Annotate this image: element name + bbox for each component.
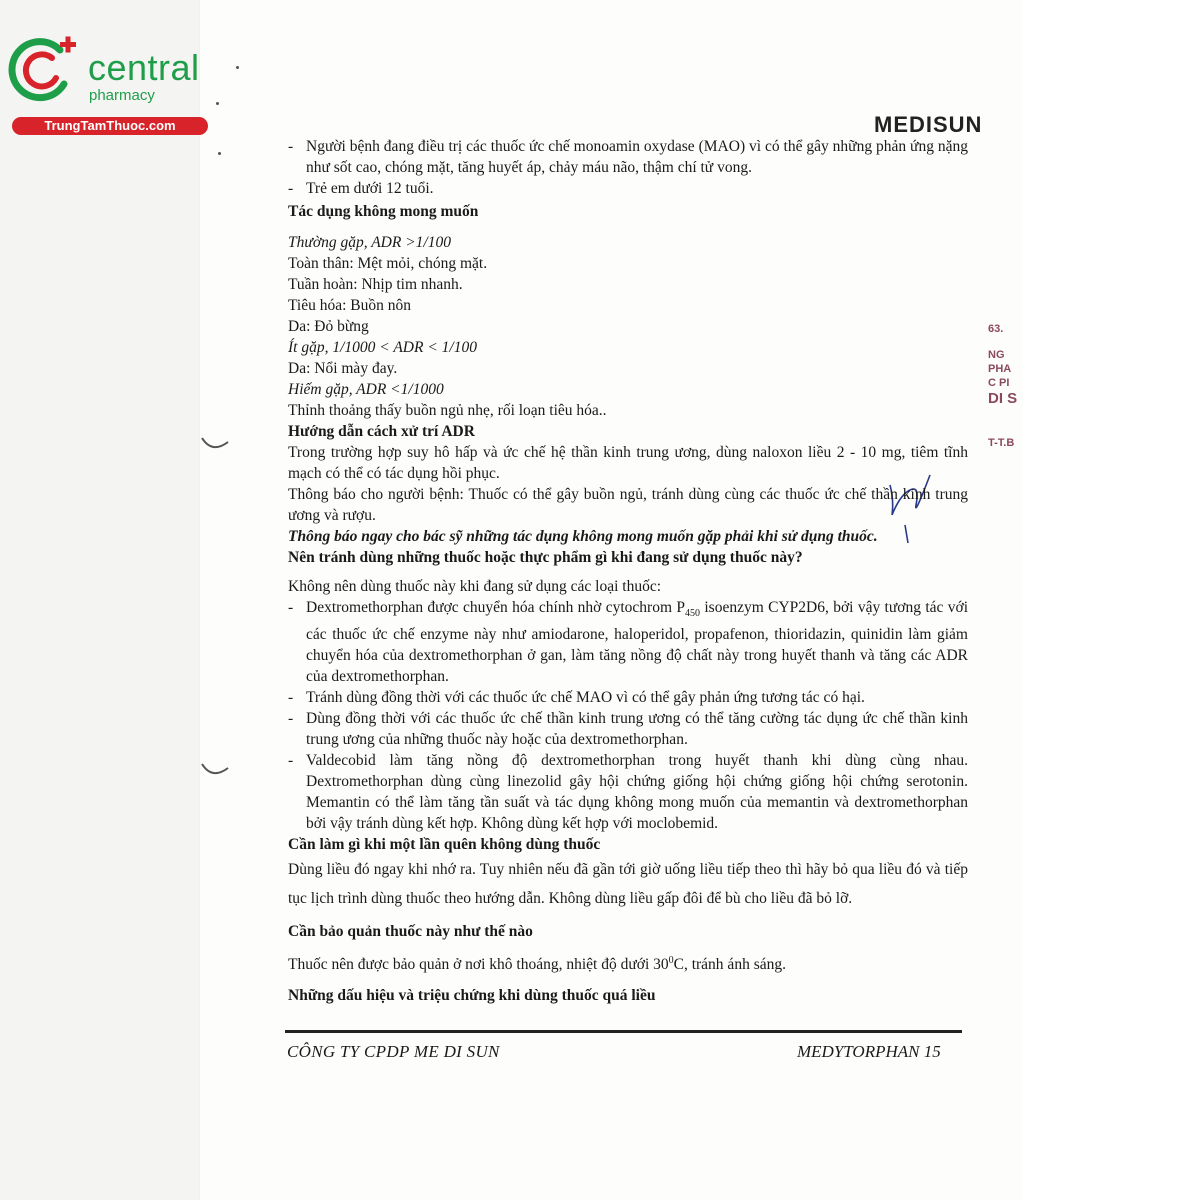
stamp-line: NG [988, 349, 1005, 361]
frequency-label: Hiếm gặp, ADR <1/1000 [288, 381, 444, 398]
list-item: - Trẻ em dưới 12 tuổi. [288, 180, 434, 197]
section-heading: Cần làm gì khi một lần quên không dùng thuốc [288, 836, 601, 854]
logo-mark-icon [8, 36, 88, 106]
logo-badge: TrungTamThuoc.com [12, 117, 208, 135]
section-heading: Những dấu hiệu và triệu chứng khi dùng thuốc quá liều [288, 987, 656, 1005]
section-heading: Tác dụng không mong muốn [288, 203, 479, 220]
storage-text: Thuốc nên được bảo quản ở nơi khô thoáng, nhiệt độ dưới 30 [288, 956, 669, 974]
paragraph: Trong trường hợp suy hô hấp và ức chế hệ thần kinh trung ương, dùng naloxon liều 2 - 10 mg, tiêm tĩnh mạch có thể có tác dụng hồi phục. [288, 444, 968, 482]
subscript: 450 [685, 608, 700, 620]
footer-product: MEDYTORPHAN 15 [797, 1042, 941, 1061]
text-line: Tiêu hóa: Buồn nôn [288, 297, 412, 314]
frequency-label: Ít gặp, 1/1000 < ADR < 1/100 [288, 339, 477, 356]
stamp-line: C PI [988, 377, 1010, 389]
text-line: Toàn thân: Mệt mỏi, chóng mặt. [288, 255, 488, 272]
logo-brand: central [88, 47, 200, 88]
text-line: Da: Nổi mày đay. [288, 360, 398, 377]
stamp-fragment [988, 300, 1028, 470]
superscript: 0 [668, 955, 674, 967]
paragraph: Không nên dùng thuốc này khi đang sử dụng các loại thuốc: [288, 578, 662, 595]
list-item-text: Valdecobid làm tăng nồng độ dextromethorphan trong huyết thanh khi dùng cùng nhau. Dextromethorphan dùng cùng linezolid gây hội chứng giống hội chứng giống hội chứng serotonin. Memantin có thể làm tăng tần suất và tác dụng không mong muốn của memantin và dextromethorphan bởi vậy tránh dùng kết hợp. Không dùng kết hợp với moclobemid. [306, 752, 968, 833]
storage-text: C, tránh ánh sáng. [673, 956, 786, 974]
paragraph: Dùng liều đó ngay khi nhớ ra. Tuy nhiên nếu đã gần tới giờ uống liều tiếp theo thì hãy bỏ qua liều đó và tiếp tục lịch trình dùng thuốc theo hướng dẫn. Không dùng liều gấp đôi để bù cho liều đã bỏ lỡ. [288, 861, 968, 908]
stamp-line: DI S [988, 390, 1018, 407]
list-item: - Dùng đồng thời với các thuốc ức chế thần kinh trung ương có thể tăng cường tác dụng ức chế thần kinh trung ương của những thuốc này hoặc của dextromethorphan. [288, 710, 968, 749]
background-strip [1023, 0, 1200, 1200]
stamp-line: 63. [988, 323, 1004, 335]
leaflet-body [288, 136, 968, 1006]
speck [236, 66, 239, 69]
list-item-text: Trẻ em dưới 12 tuổi. [306, 180, 434, 197]
speck [216, 102, 219, 105]
speck [218, 152, 221, 155]
list-item: - Tránh dùng đồng thời với các thuốc ức chế MAO vì có thể gây phản ứng tương tác có hại. [288, 689, 865, 707]
list-item-text: Tránh dùng đồng thời với các thuốc ức chế MAO vì có thể gây phản ứng tương tác có hại. [306, 689, 865, 707]
list-item-text: isoenzym CYP2D6, bởi vậy tương tác với các thuốc ức chế enzyme này như amiodarone, haloperidol, propafenon, thioridazin, quinidin làm giảm chuyển hóa của dextromethorphan ở gan, làm tăng nồng độ chất này trong huyết thanh và tăng các ADR của dextromethorphan. [306, 599, 968, 686]
footer-company: CÔNG TY CPDP ME DI SUN [287, 1042, 500, 1061]
paragraph: Thông báo cho người bệnh: Thuốc có thể gây buồn ngủ, tránh dùng cùng các thuốc ức chế thần kinh trung ương và rượu. [288, 486, 968, 524]
frequency-label: Thường gặp, ADR >1/100 [288, 234, 451, 251]
list-item-text: Người bệnh đang điều trị các thuốc ức chế monoamin oxydase (MAO) vì có thể gây những phản ứng nặng như sốt cao, chóng mặt, tăng huyết áp, chảy máu não, thậm chí tử vong. [306, 138, 968, 176]
notice-text: Thông báo ngay cho bác sỹ những tác dụng không mong muốn gặp phải khi sử dụng thuốc. [288, 528, 878, 545]
section-heading: Cần bảo quản thuốc này như thế nào [288, 923, 533, 941]
text-line: Thỉnh thoảng thấy buồn ngủ nhẹ, rối loạn tiêu hóa.. [288, 402, 607, 419]
list-item: - Người bệnh đang điều trị các thuốc ức chế monoamin oxydase (MAO) vì có thể gây những phản ứng nặng như sốt cao, chóng mặt, tăng huyết áp, chảy máu não, thậm chí tử vong. [288, 138, 968, 176]
list-item: - Valdecobid làm tăng nồng độ dextromethorphan trong huyết thanh khi dùng cùng nhau. Dextromethorphan dùng cùng linezolid gây hội chứng giống hội chứng giống hội chứng serotonin. Memantin có thể làm tăng tần suất và tác dụng không mong muốn của memantin và dextromethorphan bởi vậy tránh dùng kết hợp. Không dùng kết hợp với moclobemid. [288, 752, 968, 833]
medisun-brand: MEDISUN [874, 112, 983, 137]
logo-subtitle: pharmacy [89, 87, 155, 104]
punch-hole-mark [200, 436, 230, 452]
text-line: Da: Đỏ bừng [288, 318, 369, 335]
footer-divider [285, 1030, 962, 1033]
stamp-line: T-T.B [988, 437, 1015, 449]
stamp-line: PHA [988, 363, 1012, 375]
section-heading: Hướng dẫn cách xử trí ADR [288, 423, 475, 440]
list-item-text: Dùng đồng thời với các thuốc ức chế thần kinh trung ương có thể tăng cường tác dụng ức chế thần kinh trung ương của những thuốc này hoặc của dextromethorphan. [306, 710, 968, 749]
text-line: Tuần hoàn: Nhịp tim nhanh. [288, 276, 463, 293]
list-item-text: Dextromethorphan được chuyển hóa chính nhờ cytochrom P [306, 599, 685, 616]
paragraph [288, 950, 968, 975]
section-heading: Nên tránh dùng những thuốc hoặc thực phẩm gì khi đang sử dụng thuốc này? [288, 549, 803, 566]
list-item: - Dextromethorphan được chuyển hóa chính nhờ cytochrom $P_{450}$ isoenzym CYP2D6, bởi vậy tương tác với các thuốc ức chế enzyme này như amiodarone, haloperidol, propafenon, thioridazin, quinidin làm giảm chuyển hóa của dextromethorphan ở gan, làm tăng nồng độ chất này trong huyết thanh và tăng các ADR của dextromethorphan. [288, 599, 968, 686]
punch-hole-mark [200, 762, 230, 778]
